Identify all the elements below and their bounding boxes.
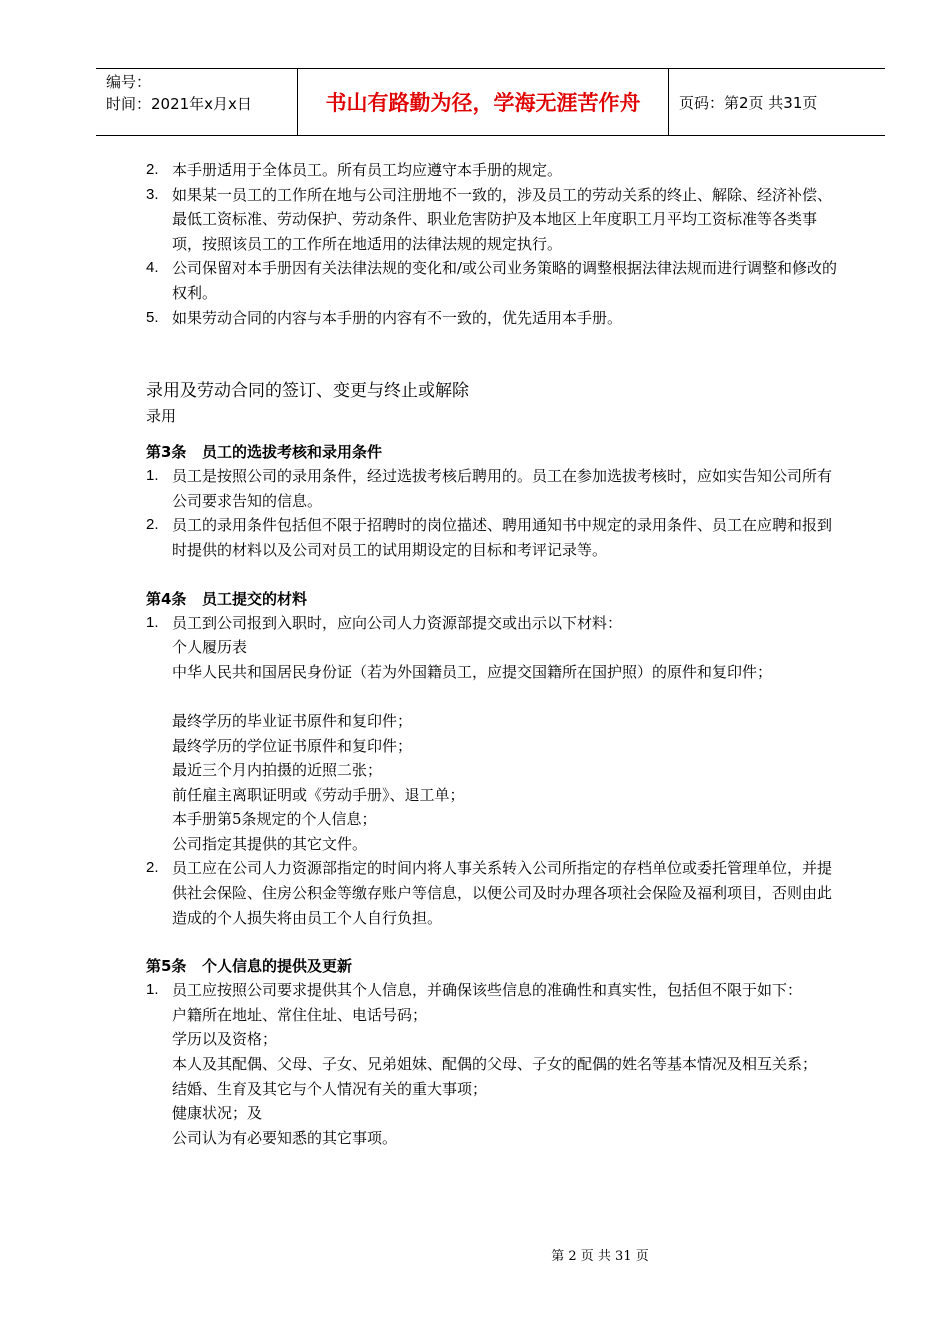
section-title: 录用 [146,407,177,426]
list-item [146,513,846,562]
page-footer [0,1245,950,1264]
article-4-number: 第4条 [146,589,187,608]
sub-item: 公司认为有必要知悉的其它事项。 [172,1128,398,1147]
article-5-number: 第5条 [146,957,187,976]
list-number: 1. [146,981,159,999]
article-3-heading [146,440,846,464]
list-item [146,183,846,257]
list-text: 员工是按照公司的录用条件，经过选拔考核后聘用的。员工在参加选拔考核时，应如实告知公司所有公司要求告知的信息。 [172,467,833,510]
list-text: 如果劳动合同的内容与本手册的内容有不一致的，优先适用本手册。 [172,308,623,327]
list-item [146,978,846,1003]
list-number: 2. [146,516,159,534]
document-body [146,158,846,1150]
materials-list-a [146,635,846,684]
list-item [146,306,846,331]
sub-item: 健康状况；及 [172,1104,263,1123]
list-item [146,611,846,636]
sub-item: 结婚、生育及其它与个人情况有关的重大事项； [172,1079,488,1098]
sub-item: 最终学历的毕业证书原件和复印件； [172,711,413,730]
list-text: 公司保留对本手册因有关法律法规的变化和/或公司业务策略的调整根据法律法规而进行调整和修改的权利。 [172,259,838,302]
article-4-heading [146,587,846,611]
list-text: 员工应在公司人力资源部指定的时间内将人事关系转入公司所指定的存档单位或委托管理单位，并提供社会保险、住房公积金等缴存账户等信息，以便公司及时办理各项社会保险及福利项目，否则由此造成的个人损失将由员工个人自行负担。 [172,859,833,927]
list-number: 2. [146,859,159,877]
time-label: 时间：2021年x月x日 [106,95,252,113]
article-4-title: 员工提交的材料 [202,589,308,608]
list-text: 员工的录用条件包括但不限于招聘时的岗位描述、聘用通知书中规定的录用条件、员工在应聘和报到时提供的材料以及公司对员工的试用期设定的目标和考评记录等。 [172,516,833,559]
sub-item: 最终学历的学位证书原件和复印件； [172,736,413,755]
list-item [146,856,846,930]
page-header [96,68,885,136]
sub-item: 本手册第5条规定的个人信息； [172,810,377,829]
sub-item: 个人履历表 [172,638,248,657]
list-item [146,464,846,513]
sub-item: 中华人民共和国居民身份证（若为外国籍员工，应提交国籍所在国护照）的原件和复印件； [172,662,773,681]
list-text: 员工应按照公司要求提供其个人信息，并确保该些信息的准确性和真实性，包括但不限于如下： [172,981,803,1000]
sub-item: 户籍所在地址、常住住址、电话号码； [172,1005,428,1024]
list-number: 2. [146,161,159,178]
article-3-list [146,464,846,562]
list-text: 本手册适用于全体员工。所有员工均应遵守本手册的规定。 [172,161,563,179]
list-text: 如果某一员工的工作所在地与公司注册地不一致的，涉及员工的劳动关系的终止、解除、经济补偿、最低工资标准、劳动保护、劳动条件、职业危害防护及本地区上年度职工月平均工资标准等各类事项，按照该员工的工作所在地适用的法律法规的规定执行。 [172,185,833,253]
header-slogan: 书山有路勤为径，学海无涯苦作舟 [297,69,669,135]
info-list [146,1003,846,1151]
header-meta [96,69,297,135]
list-number: 4. [146,259,159,277]
sub-item: 公司指定其提供的其它文件。 [172,834,368,853]
blank-line [146,684,846,709]
header-page-number: 页码：第2页 共31页 [679,93,818,112]
article-5-heading [146,954,846,978]
list-text: 员工到公司报到入职时，应向公司人力资源部提交或出示以下材料： [172,613,623,632]
code-label: 编号： [106,73,152,91]
article-5-title: 个人信息的提供及更新 [202,957,353,976]
list-number: 3. [146,185,159,203]
chapter-title: 录用及劳动合同的签订、变更与终止或解除 [146,381,469,402]
list-number: 1. [146,467,159,485]
intro-list [146,158,846,330]
article-3-number: 第3条 [146,443,187,462]
sub-item: 学历以及资格； [172,1030,278,1049]
article-3-title: 员工的选拔考核和录用条件 [202,443,383,462]
list-item [146,256,846,305]
list-item [146,158,846,183]
materials-list-b [146,709,846,857]
sub-item: 前任雇主离职证明或《劳动手册》、退工单； [172,785,465,804]
list-number: 1. [146,613,159,631]
list-number: 5. [146,308,159,326]
sub-item: 最近三个月内拍摄的近照二张； [172,761,383,780]
footer-page-number: 第 2 页 共 31 页 [551,1249,649,1264]
sub-item: 本人及其配偶、父母、子女、兄弟姐妹、配偶的父母、子女的配偶的姓名等基本情况及相互关系； [172,1055,818,1074]
